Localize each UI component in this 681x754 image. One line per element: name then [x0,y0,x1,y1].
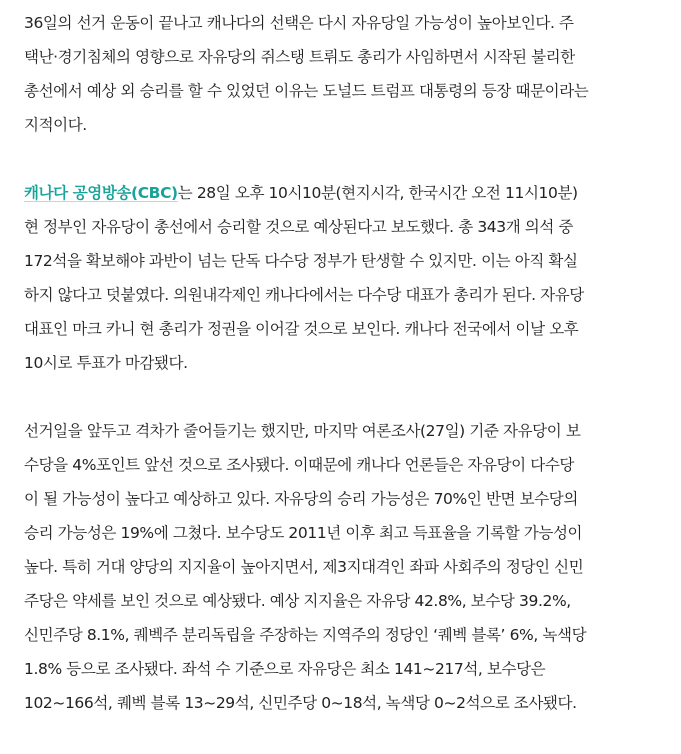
paragraph-line: 택난·경기침체의 영향으로 자유당의 쥐스탱 트뤼도 총리가 사임하면서 시작된 불리한 [24,48,575,66]
paragraph-cbc-report [24,176,664,380]
paragraph-polls [24,414,664,720]
article-body [24,6,664,754]
paragraph-line: 현 정부인 자유당이 총선에서 승리할 것으로 예상된다고 보도했다. 총 343개 의석 중 [24,218,574,236]
paragraph-line [24,176,664,210]
paragraph-line: 하지 않다고 덧붙였다. 의원내각제인 캐나다에서는 다수당 대표가 총리가 된다. 자유당 [24,286,584,304]
paragraph-line: 신민주당 8.1%, 퀘벡주 분리독립을 주장하는 지역주의 정당인 ‘퀘벡 블록’ 6%, 녹색당 [24,626,587,644]
paragraph-line: 승리 가능성은 19%에 그쳤다. 보수당도 2011년 이후 최고 득표율을 기록할 가능성이 [24,524,583,542]
paragraph-line: 주당은 약세를 보인 것으로 예상됐다. 예상 지지율은 자유당 42.8%, 보수당 39.2%, [24,592,571,610]
paragraph-line: 수당을 4%포인트 앞선 것으로 조사됐다. 이때문에 캐나다 언론들은 자유당이 다수당 [24,456,574,474]
paragraph-line: 높다. 특히 거대 양당의 지지율이 높아지면서, 제3지대격인 좌파 사회주의 정당인 신민 [24,558,584,576]
paragraph-line: 102~166석, 퀘벡 블록 13~29석, 신민주당 0~18석, 녹색당 0~2석으로 조사됐다. [24,694,577,712]
paragraph-line: 1.8% 등으로 조사됐다. 좌석 수 기준으로 자유당은 최소 141~217석, 보수당은 [24,660,546,678]
paragraph-line: 36일의 선거 운동이 끝나고 캐나다의 선택은 다시 자유당일 가능성이 높아보인다. 주 [24,14,574,32]
paragraph-line: 지적이다. [24,116,87,134]
paragraph-intro [24,6,664,142]
paragraph-line: 이 될 가능성이 높다고 예상하고 있다. 자유당의 승리 가능성은 70%인 반면 보수당의 [24,490,578,508]
paragraph-line: 10시로 투표가 마감됐다. [24,354,188,372]
paragraph-line: 172석을 확보해야 과반이 넘는 단독 다수당 정부가 탄생할 수 있지만. 이는 아직 확실 [24,252,578,270]
cbc-source-link[interactable]: 캐나다 공영방송(CBC) [24,184,178,202]
paragraph-line-text: 는 28일 오후 10시10분(현지시각, 한국시간 오전 11시10분) [177,184,578,202]
paragraph-line: 대표인 마크 카니 현 총리가 정권을 이어갈 것으로 보인다. 캐나다 전국에서 이날 오후 [24,320,579,338]
paragraph-line: 총선에서 예상 외 승리를 할 수 있었던 이유는 도널드 트럼프 대통령의 등장 때문이라는 [24,82,589,100]
paragraph-line: 선거일을 앞두고 격차가 줄어들기는 했지만, 마지막 여론조사(27일) 기준 자유당이 보 [24,422,581,440]
